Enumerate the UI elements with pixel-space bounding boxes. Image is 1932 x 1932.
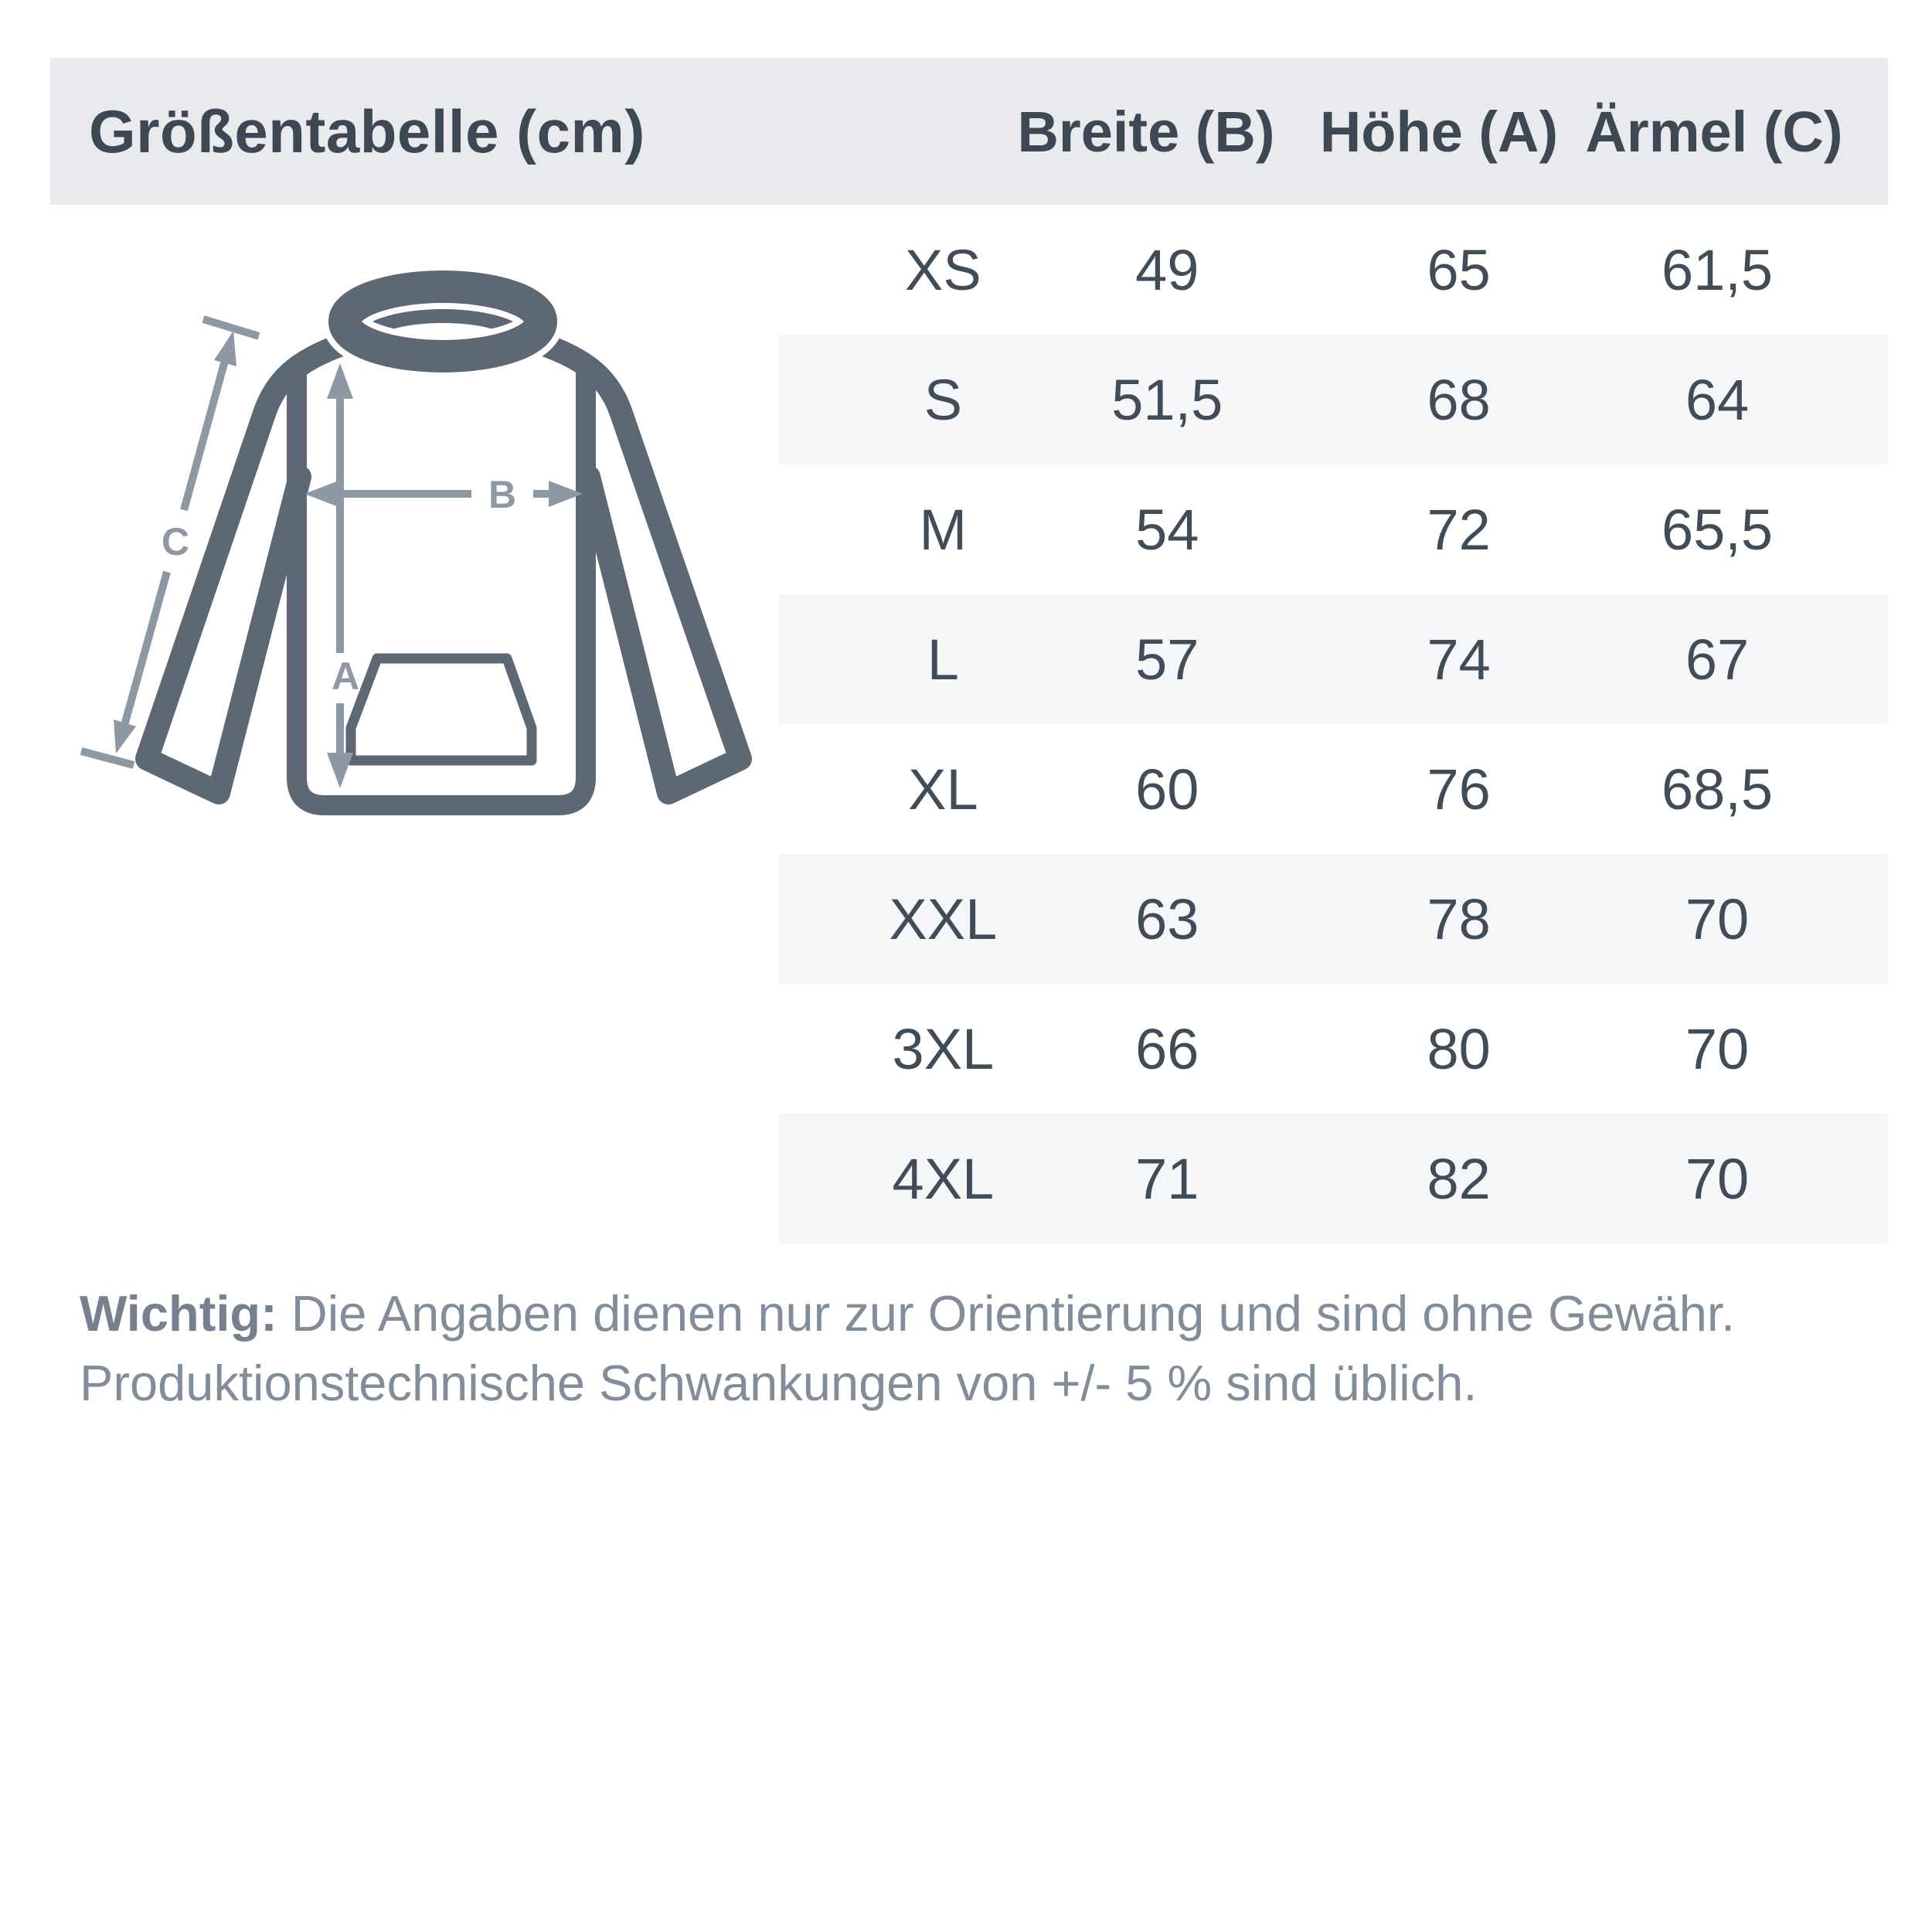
value-sleeve: 70	[1685, 1016, 1750, 1081]
disclaimer-note	[80, 1279, 1872, 1418]
value-width: 54	[1135, 497, 1199, 562]
disclaimer-line-1	[80, 1279, 1872, 1349]
dimension-arrow-b	[304, 473, 583, 516]
table-row	[779, 854, 1888, 984]
size-label: XL	[908, 757, 978, 821]
value-width: 63	[1135, 886, 1199, 951]
disclaimer-line-2: Produktionstechnische Schwankungen von +/- 5 % sind üblich.	[80, 1355, 1478, 1411]
disclaimer-bold-label: Wichtig:	[80, 1285, 277, 1342]
header-band	[50, 58, 1888, 205]
kangaroo-pocket	[351, 658, 532, 760]
value-height: 74	[1427, 627, 1491, 692]
disclaimer-text-1: Die Angaben dienen nur zur Orientierung und sind ohne Gewähr.	[277, 1285, 1736, 1342]
table-row	[779, 464, 1888, 594]
column-header-height: Höhe (A)	[1319, 99, 1559, 164]
table-row	[779, 1114, 1888, 1243]
left-sleeve-outline	[147, 340, 355, 793]
value-width: 51,5	[1111, 367, 1223, 432]
page-title: Größentabelle (cm)	[89, 97, 645, 165]
hoodie-measurement-diagram	[70, 255, 765, 846]
dimension-label-c: C	[161, 520, 190, 563]
value-height: 65	[1427, 237, 1491, 302]
table-row	[779, 594, 1888, 724]
value-sleeve: 64	[1685, 367, 1750, 432]
size-label: 3XL	[892, 1016, 995, 1081]
value-width: 66	[1135, 1016, 1199, 1081]
table-row	[779, 335, 1888, 464]
value-height: 76	[1427, 757, 1491, 821]
table-row	[779, 205, 1888, 335]
size-table	[779, 205, 1888, 1243]
size-label: XXL	[889, 886, 998, 951]
dimension-label-a: A	[331, 655, 360, 698]
right-sleeve-outline	[530, 340, 740, 793]
table-row	[779, 984, 1888, 1114]
value-height: 78	[1427, 886, 1491, 951]
value-height: 72	[1427, 497, 1491, 562]
value-height: 68	[1427, 367, 1491, 432]
size-label: XS	[905, 237, 981, 302]
size-label: L	[927, 627, 959, 692]
value-sleeve: 61,5	[1661, 237, 1774, 302]
value-sleeve: 68,5	[1661, 757, 1774, 821]
size-label: S	[923, 367, 963, 432]
column-header-width: Breite (B)	[1017, 99, 1275, 164]
value-height: 82	[1427, 1146, 1491, 1211]
value-width: 71	[1135, 1146, 1199, 1211]
value-sleeve: 67	[1685, 627, 1750, 692]
table-row	[779, 724, 1888, 854]
dimension-label-b: B	[488, 473, 517, 516]
hood-icon	[345, 287, 541, 360]
value-width: 49	[1135, 237, 1199, 302]
size-label: 4XL	[892, 1146, 995, 1211]
value-height: 80	[1427, 1016, 1491, 1081]
value-width: 57	[1135, 627, 1199, 692]
value-sleeve: 70	[1685, 886, 1750, 951]
value-width: 60	[1135, 757, 1199, 821]
hoodie-icon	[70, 255, 765, 842]
size-label: M	[919, 497, 968, 562]
value-sleeve: 65,5	[1661, 497, 1774, 562]
column-header-sleeve: Ärmel (C)	[1585, 99, 1843, 164]
value-sleeve: 70	[1685, 1146, 1750, 1211]
